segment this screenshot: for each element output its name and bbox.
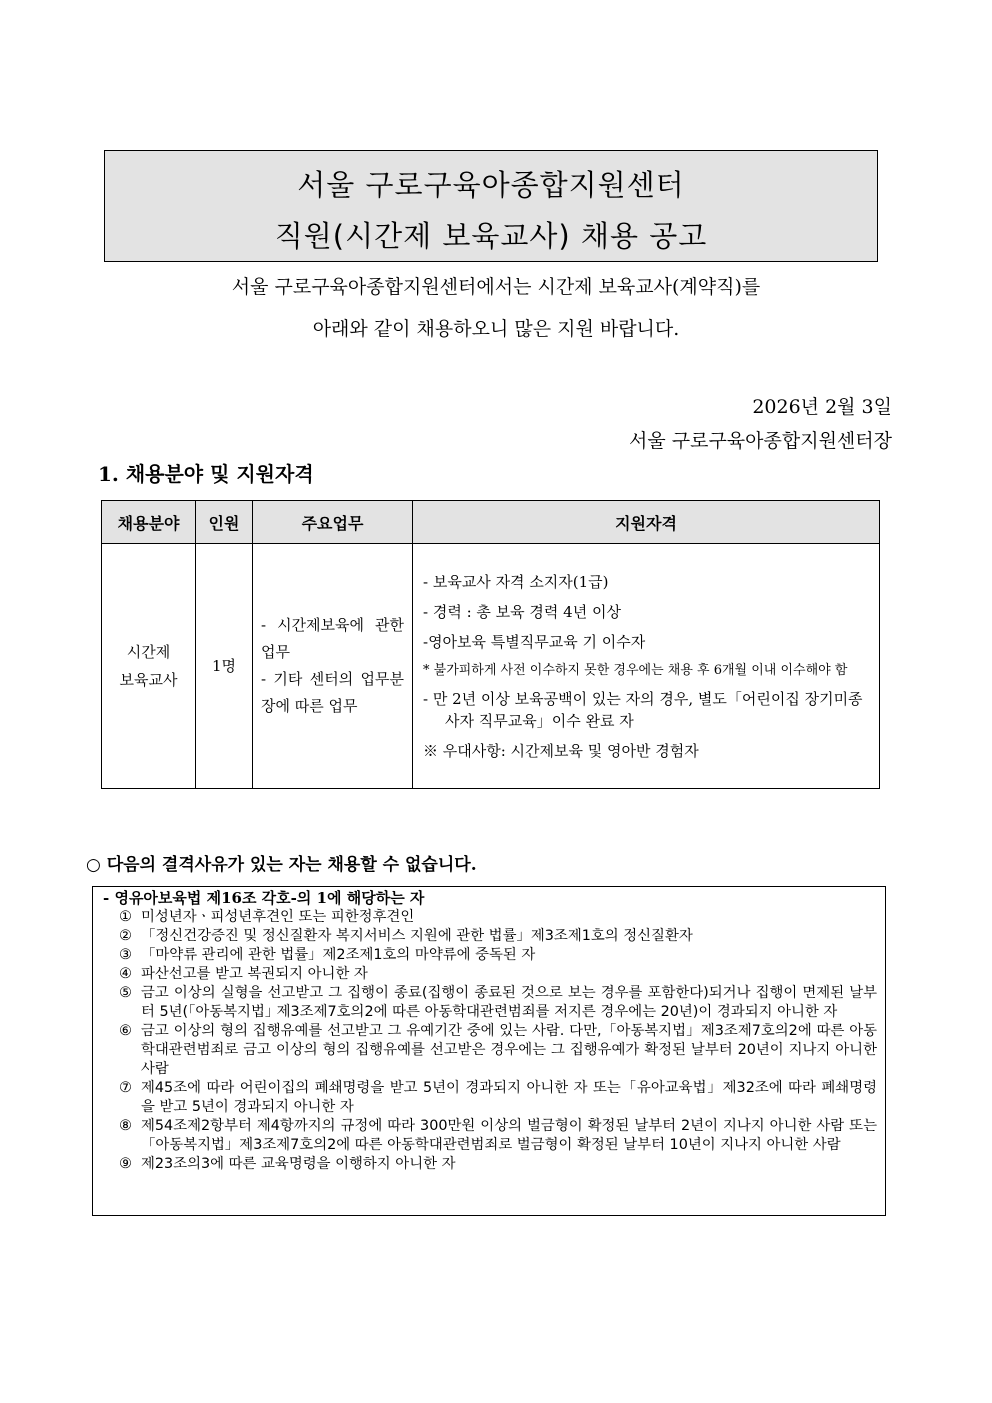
item-number: ⑨ [119,1156,132,1172]
announcement-date: 2026년 2월 3일 [752,396,892,418]
item-text: 제45조에 따라 어린이집의 폐쇄명령을 받고 5년이 경과되지 아니한 자 또는「유아교육법」제32조에 따라 폐쇄명령을 받고 5년이 경과되지 아니한 자 [141,1080,877,1115]
count-cell: 1명 [196,544,253,789]
item-number: ⑦ [119,1080,132,1096]
qualification-note: * 불가피하게 사전 이수하지 못한 경우에는 채용 후 6개월 이내 이수해야 함 [423,662,848,678]
list-item [119,965,877,984]
header-field: 채용분야 [102,501,196,544]
table-row [102,544,880,789]
list-item [119,1022,877,1079]
item-text: 금고 이상의 형의 집행유예를 선고받고 그 유예기간 중에 있는 사람. 다만,「아동복지법」제3조제7호의2에 따른 아동학대관련범죄로 금고 이상의 형의 집행유예를 선고받은 경우에는 그 집행유예가 확정된 날부터 20년이 지나지 아니한 사람 [141,1023,877,1077]
qualification-item: - 경력 : 총 보육 경력 4년 이상 [423,602,621,621]
item-text: 「마약류 관리에 관한 법률」제2조제1호의 마약류에 중독된 자 [141,947,536,963]
list-item [119,984,877,1022]
item-number: ② [119,928,132,944]
item-text: 미성년자ㆍ피성년후견인 또는 피한정후견인 [141,909,415,925]
list-item [119,1079,877,1117]
item-text: 「정신건강증진 및 정신질환자 복지서비스 지원에 관한 법률」제3조제1호의 정신질환자 [141,928,693,944]
header-count: 인원 [196,501,253,544]
preference-note: ※ 우대사항: 시간제보육 및 영아반 경험자 [423,741,699,760]
header-duty: 주요업무 [253,501,413,544]
item-number: ⑥ [119,1023,132,1039]
item-text: 제54조제2항부터 제4항까지의 규정에 따라 300만원 이상의 벌금형이 확정된 날부터 2년이 지나지 아니한 사람 또는「아동복지법」제3조제7호의2에 따른 아동학대관련범죄로 벌금형이 확정된 날부터 10년이 지나지 아니한 사람 [141,1118,877,1153]
header-qualification: 지원자격 [413,501,880,544]
page-subtitle: 직원(시간제 보육교사) 채용 공고 [274,219,708,253]
field-line-2: 보육교사 [119,671,178,689]
recruitment-table [101,500,880,789]
exclusion-box-header: - 영유아보육법 제16조 각호-의 1에 해당하는 자 [103,889,425,907]
item-text: 제23조의3에 따른 교육명령을 이행하지 아니한 자 [141,1156,456,1172]
duty-line-1: - 시간제보육에 관한 업무 [261,616,404,661]
title-box [104,150,878,262]
qualification-cell [413,544,880,789]
list-item [119,1117,877,1155]
list-item [119,908,877,927]
item-text: 금고 이상의 실형을 선고받고 그 집행이 종료(집행이 종료된 것으로 보는 경우를 포함한다)되거나 집행이 면제된 날부터 5년(｢아동복지법｣ 제3조제7호의2에 따른 아동학대관련범죄를 저지른 경우에는 20년)이 경과되지 아니한 자 [141,985,877,1020]
intro-line-2: 아래와 같이 채용하오니 많은 지원 바랍니다. [312,318,680,340]
item-text: 파산선고를 받고 복권되지 아니한 자 [141,966,368,982]
item-number: ① [119,909,132,925]
item-number: ⑧ [119,1118,132,1134]
field-cell [102,544,196,789]
issuer: 서울 구로구육아종합지원센터장 [629,430,892,452]
duty-line-2: - 기타 센터의 업무분장에 따른 업무 [261,670,404,715]
field-line-1: 시간제 [126,643,171,661]
item-number: ④ [119,966,132,982]
duty-cell [253,544,413,789]
qualification-item: - 보육교사 자격 소지자(1급) [423,572,609,591]
list-item [119,1155,877,1174]
exclusion-heading: ○ 다음의 결격사유가 있는 자는 채용할 수 없습니다. [86,855,477,875]
page-title: 서울 구로구육아종합지원센터 [297,168,685,202]
intro-line-1: 서울 구로구육아종합지원센터에서는 시간제 보육교사(계약직)를 [231,276,761,298]
qualification-item: -영아보육 특별직무교육 기 이수자 [423,632,646,651]
list-item [119,927,877,946]
table-header-row [102,501,880,544]
list-item [119,946,877,965]
qualification-item: - 만 2년 이상 보육공백이 있는 자의 경우, 별도「어린이집 장기미종사자 직무교육」이수 완료 자 [423,689,863,730]
item-number: ⑤ [119,985,132,1001]
item-number: ③ [119,947,132,963]
exclusion-box [92,886,886,1216]
section-heading: 1. 채용분야 및 지원자격 [98,462,314,486]
